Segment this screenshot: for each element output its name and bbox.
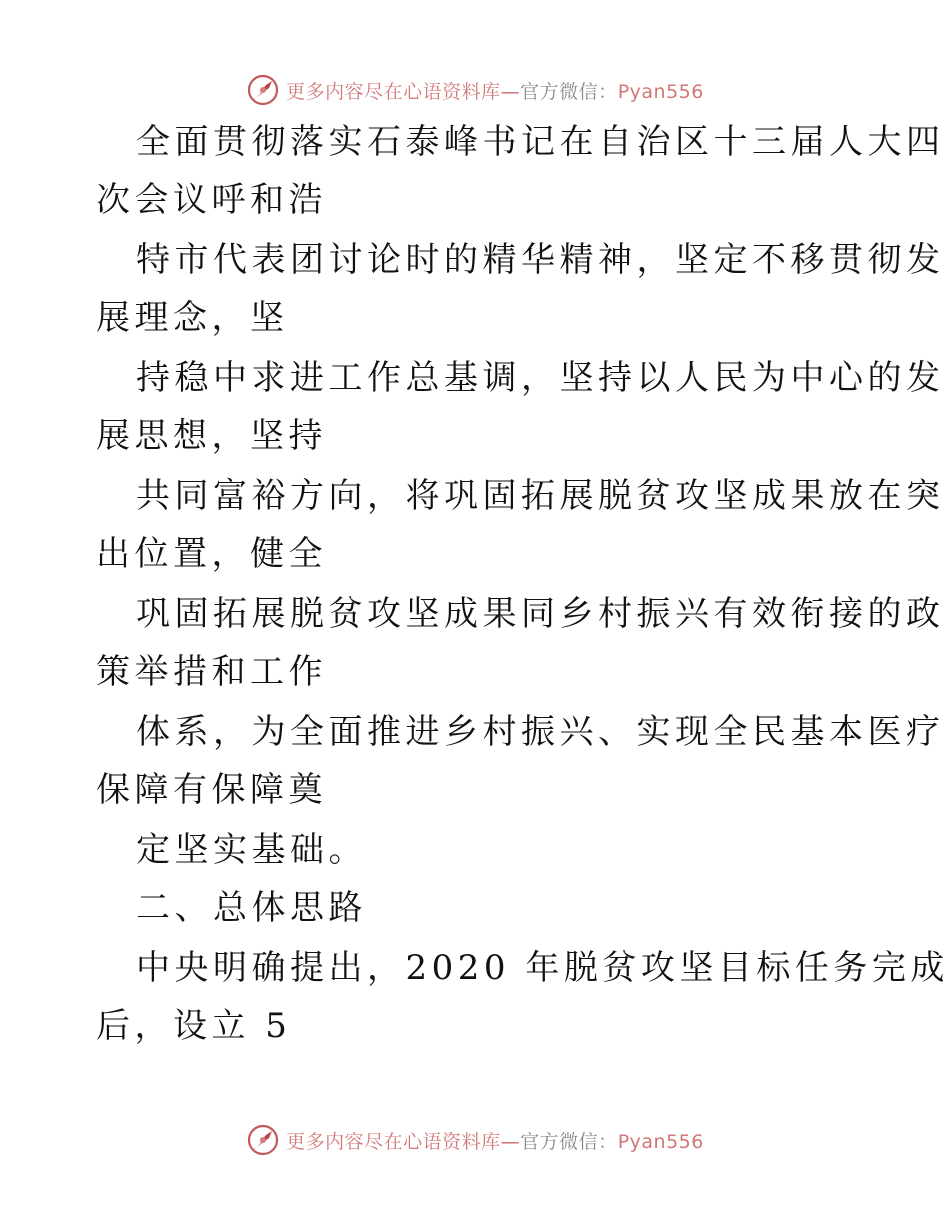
watermark-wechat-label: 官方微信： bbox=[520, 80, 618, 103]
text-line: 展思想，坚持 bbox=[96, 416, 327, 456]
text-line: 共同富裕方向，将巩固拓展脱贫攻坚成果放在突 bbox=[136, 476, 945, 516]
footer-watermark bbox=[0, 1120, 950, 1160]
watermark-text bbox=[286, 1127, 704, 1154]
text-line: 体系，为全面推进乡村振兴、实现全民基本医疗 bbox=[136, 712, 945, 752]
quill-pen-logo-icon bbox=[246, 73, 280, 107]
watermark-dash: — bbox=[500, 1130, 521, 1153]
watermark-wechat-id: Pyan556 bbox=[617, 80, 704, 103]
watermark-site-text: 更多内容尽在心语资料库 bbox=[286, 80, 501, 103]
section-heading: 二、总体思路 bbox=[136, 888, 367, 928]
watermark-wechat-id: Pyan556 bbox=[617, 1130, 704, 1153]
text-line: 策举措和工作 bbox=[96, 652, 327, 692]
text-line: 中央明确提出，2020 年脱贫攻坚目标任务完成 bbox=[136, 948, 949, 988]
text-line: 特市代表团讨论时的精华精神，坚定不移贯彻发 bbox=[136, 240, 945, 280]
watermark-dash: — bbox=[500, 80, 521, 103]
text-line: 出位置，健全 bbox=[96, 534, 327, 574]
text-line: 持稳中求进工作总基调，坚持以人民为中心的发 bbox=[136, 358, 945, 398]
text-line: 次会议呼和浩 bbox=[96, 180, 327, 220]
text-line: 全面贯彻落实石泰峰书记在自治区十三届人大四 bbox=[136, 122, 945, 162]
quill-pen-logo-icon bbox=[246, 1123, 280, 1157]
watermark-wechat-label: 官方微信： bbox=[520, 1130, 618, 1153]
watermark-site-text: 更多内容尽在心语资料库 bbox=[286, 1130, 501, 1153]
header-watermark bbox=[0, 70, 950, 110]
text-line: 巩固拓展脱贫攻坚成果同乡村振兴有效衔接的政 bbox=[136, 594, 945, 634]
text-line: 展理念，坚 bbox=[96, 298, 289, 338]
text-line: 保障有保障奠 bbox=[96, 770, 327, 810]
watermark-text bbox=[286, 77, 704, 104]
text-line: 后，设立 5 bbox=[96, 1006, 292, 1046]
text-line: 定坚实基础。 bbox=[136, 830, 367, 870]
